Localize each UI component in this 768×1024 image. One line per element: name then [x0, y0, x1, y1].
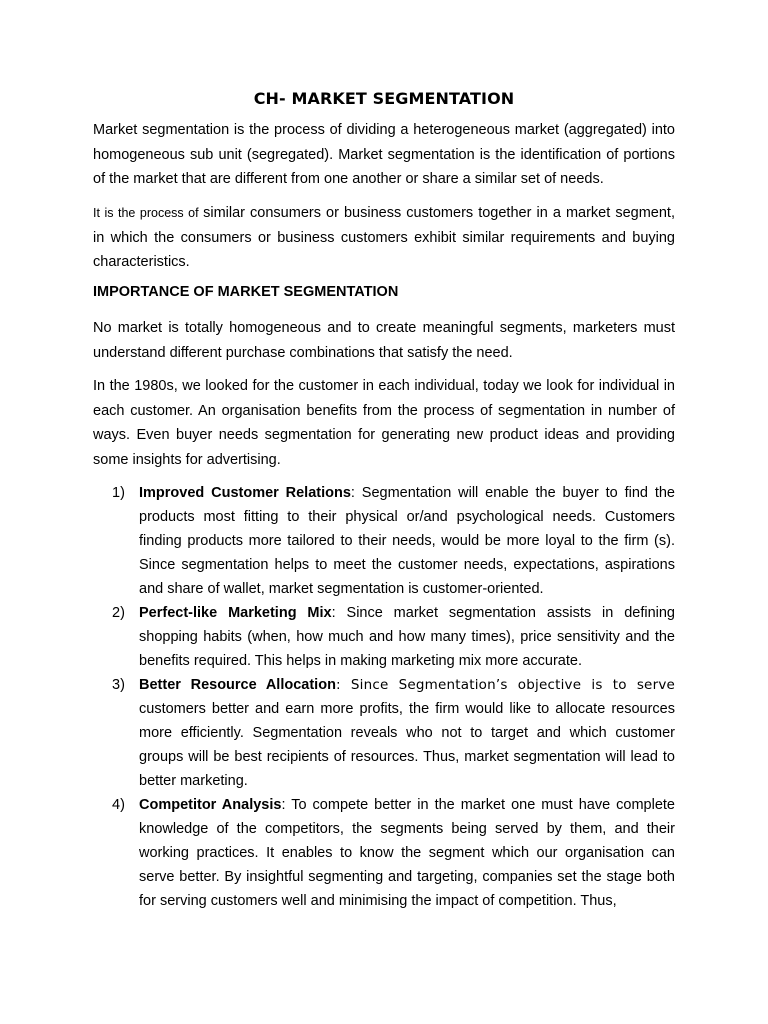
list-item-text-lead: : Since Segmentation’s objective is to serve — [335, 677, 676, 693]
list-item-term: Better Resource Allocation — [139, 677, 336, 693]
benefits-list — [93, 481, 675, 913]
list-item-number: 2) — [112, 605, 125, 621]
list-item-number: 4) — [112, 797, 125, 813]
list-item-text: : To compete better in the market one must have complete knowledge of the competitors, the segments being served by them, and their working practices. It enables to know the segment which our organisation can serve better. By insightful segmenting and targeting, companies set the stage both for serving customers well and minimising the impact of competition. Thus, — [139, 797, 675, 909]
list-item-term: Perfect-like Marketing Mix — [139, 605, 332, 621]
list-item — [93, 673, 675, 793]
list-item — [93, 793, 675, 913]
list-item-text: : Since market segmentation assists in defining shopping habits (when, how much and how many times), price sensitivity and the benefits required. This helps in making marketing mix more accurate. — [139, 605, 675, 669]
intro-paragraph-2 — [93, 201, 675, 275]
intro-paragraph-1: Market segmentation is the process of dividing a heterogeneous market (aggregated) into homogeneous sub unit (segregated). Market segmentation is the identification of portions of the market that are different from one another or share a similar set of needs. — [93, 122, 675, 187]
intro-paragraph-2-rest: similar consumers or business customers together in a market segment, in which the consumers or business customers exhibit similar requirements and buying characteristics. — [93, 205, 675, 270]
section-heading: IMPORTANCE OF MARKET SEGMENTATION — [93, 284, 399, 300]
importance-paragraph-2: In the 1980s, we looked for the customer in each individual, today we look for individual in each customer. An organisation benefits from the process of segmentation in number of ways. Even buyer needs segmentation for generating new product ideas and providing some insights for advertising. — [93, 378, 675, 468]
list-item — [93, 481, 675, 601]
list-item-text: : Segmentation will enable the buyer to find the products most fitting to their physical or/and psychological needs. Customers finding products more tailored to their needs, would be more loyal to the firm (s). Since segmentation helps to meet the customer needs, expectations, aspirations and share of wallet, market segmentation is customer-oriented. — [139, 485, 675, 597]
list-item-number: 3) — [112, 677, 125, 693]
page-title: CH- MARKET SEGMENTATION — [253, 89, 515, 108]
list-item-number: 1) — [112, 485, 125, 501]
list-item-term: Competitor Analysis — [139, 797, 282, 813]
list-item-text: customers better and earn more profits, the firm would like to allocate resources more efficiently. Segmentation reveals who not to target and which customer groups will be best recipients of resources. Thus, market segmentation will lead to better marketing. — [139, 701, 675, 789]
list-item-term: Improved Customer Relations — [139, 485, 351, 501]
importance-paragraph-1: No market is totally homogeneous and to create meaningful segments, marketers must understand different purchase combinations that satisfy the need. — [93, 320, 675, 361]
intro-paragraph-2-lead: It is the process of — [93, 206, 204, 220]
list-item — [93, 601, 675, 673]
